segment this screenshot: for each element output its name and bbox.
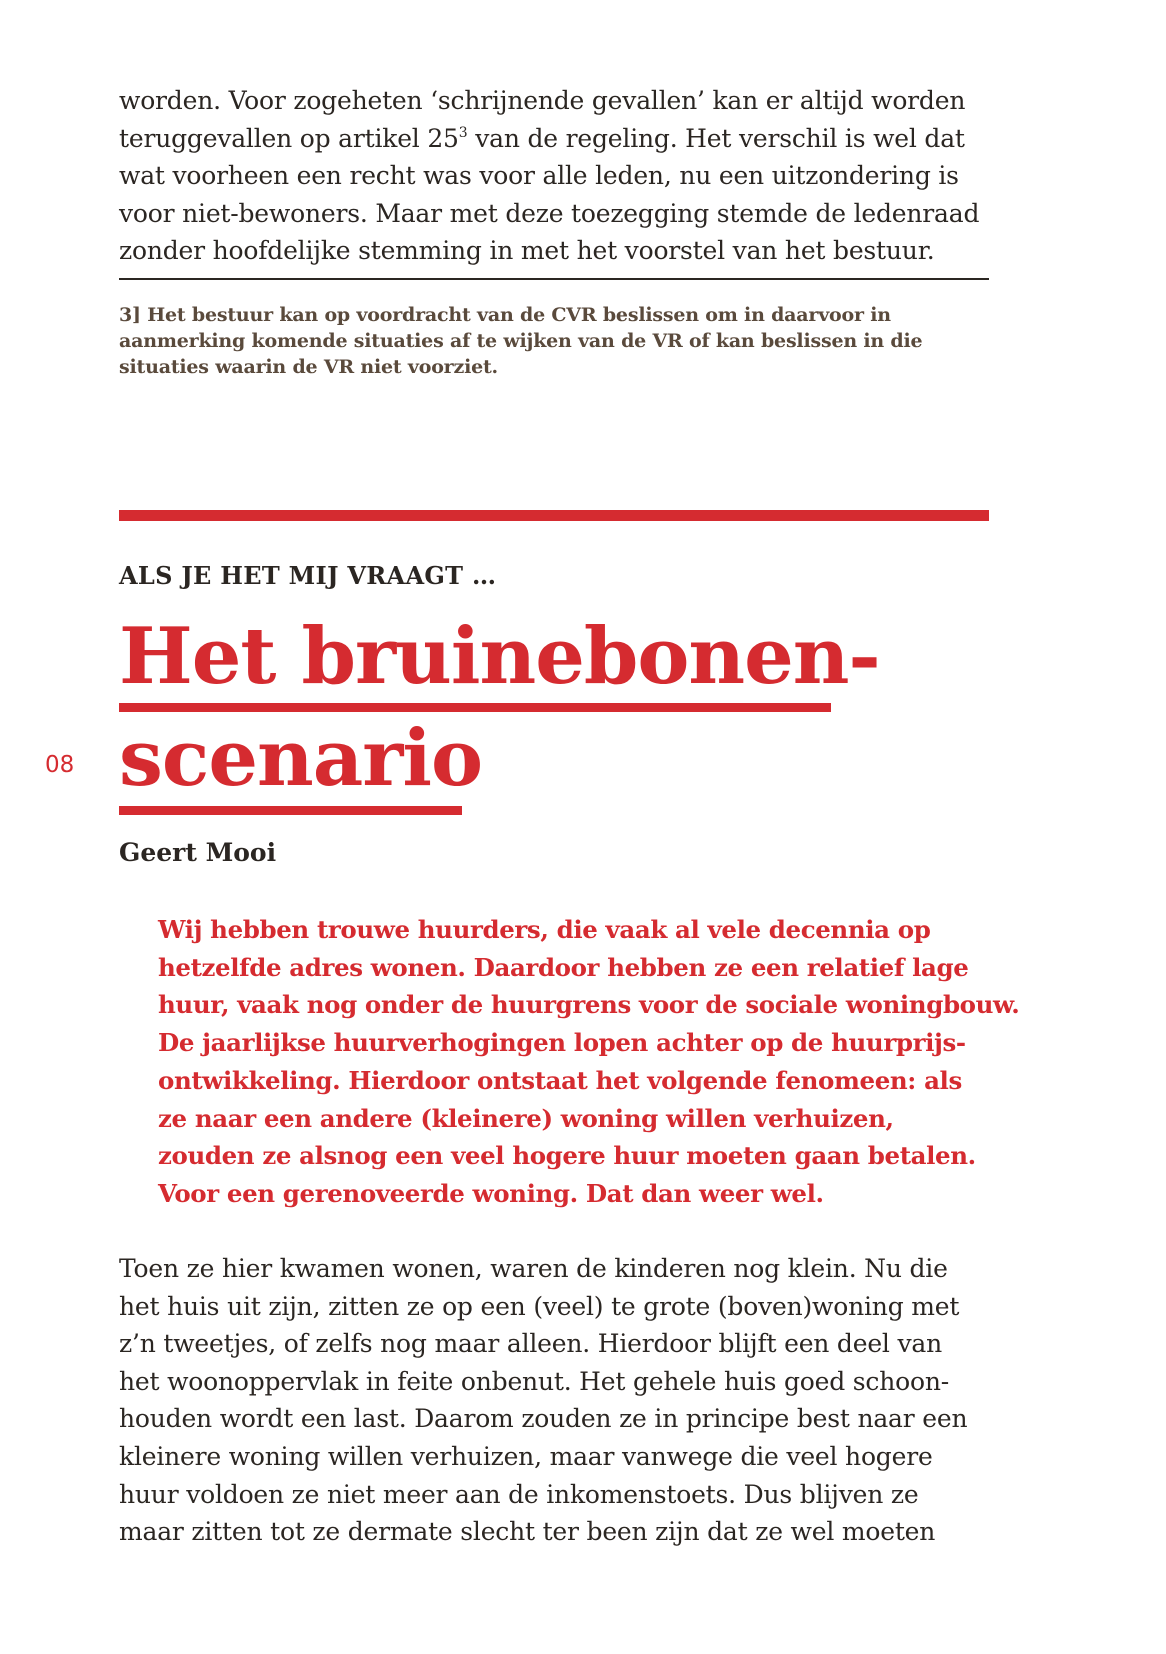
text-line: huur voldoen ze niet meer aan de inkomenstoets. Dus blijven ze (119, 1479, 919, 1509)
text-line: wat voorheen een recht was voor alle leden, nu een uitzondering is (119, 161, 959, 191)
text-line: Toen ze hier kwamen wonen, waren de kinderen nog klein. Nu die (119, 1254, 948, 1283)
article-title-line-1: Het bruinebonen- (119, 611, 880, 702)
footnote-line: situaties waarin de VR niet voorziet. (119, 356, 498, 378)
footnote (119, 302, 989, 380)
article-author: Geert Mooi (119, 838, 277, 867)
section-divider-red (119, 510, 989, 521)
page-number: 08 (45, 752, 75, 778)
text-line: zonder hoofdelijke stemming in met het voorstel van het bestuur. (119, 236, 935, 266)
article-body (119, 1250, 989, 1551)
text-line: worden. Voor zogeheten ‘schrijnende gevallen’ kan er altijd worden (119, 86, 966, 115)
quote-line: ze naar een andere (kleinere) woning willen verhuizen, (158, 1103, 894, 1133)
title-underline-1 (119, 703, 831, 712)
article-title-line-2: scenario (119, 713, 483, 804)
article-kicker: ALS JE HET MIJ VRAAGT … (119, 561, 497, 590)
quote-line: ontwikkeling. Hierdoor ontstaat het volgende fenomeen: als (158, 1065, 962, 1095)
quote-line: huur, vaak nog onder de huurgrens voor de sociale woningbouw. (158, 990, 1020, 1020)
text-line: houden wordt een last. Daarom zouden ze in principe best naar een (119, 1404, 968, 1434)
title-underline-2 (119, 806, 462, 815)
quote-line: Voor een gerenoveerde woning. Dat dan weer wel. (158, 1178, 824, 1208)
pull-quote (158, 911, 1020, 1213)
text-line: maar zitten tot ze dermate slecht ter been zijn dat ze wel moeten (119, 1517, 936, 1547)
text-line: z’n tweetjes, of zelfs nog maar alleen. Hierdoor blijft een deel van (119, 1329, 942, 1359)
quote-line: zouden ze alsnog een veel hogere huur moeten gaan betalen. (158, 1141, 976, 1171)
footnote-line: 3] Het bestuur kan op voordracht van de CVR beslissen om in daarvoor in (119, 304, 891, 326)
text-line: teruggevallen op artikel $25^3$ van de regeling. Het verschil is wel dat (119, 123, 965, 153)
text-line: het woonoppervlak in feite onbenut. Het gehele huis goed schoon- (119, 1366, 949, 1396)
text-line: kleinere woning willen verhuizen, maar vanwege die veel hogere (119, 1441, 933, 1471)
continued-paragraph (119, 82, 989, 270)
quote-line: De jaarlijkse huurverhogingen lopen achter op de huurprijs- (158, 1028, 966, 1058)
text-line: voor niet-bewoners. Maar met deze toezegging stemde de ledenraad (119, 198, 980, 228)
footnote-line: aanmerking komende situaties af te wijken van de VR of kan beslissen in die (119, 330, 923, 352)
footnote-ref[interactable]: 3 (458, 124, 468, 141)
footnote-divider (119, 278, 989, 280)
quote-line: Wij hebben trouwe huurders, die vaak al vele decennia op (158, 915, 931, 944)
text-line: het huis uit zijn, zitten ze op een (veel) te grote (boven)woning met (119, 1291, 960, 1321)
quote-line: hetzelfde adres wonen. Daardoor hebben ze een relatief lage (158, 952, 969, 982)
